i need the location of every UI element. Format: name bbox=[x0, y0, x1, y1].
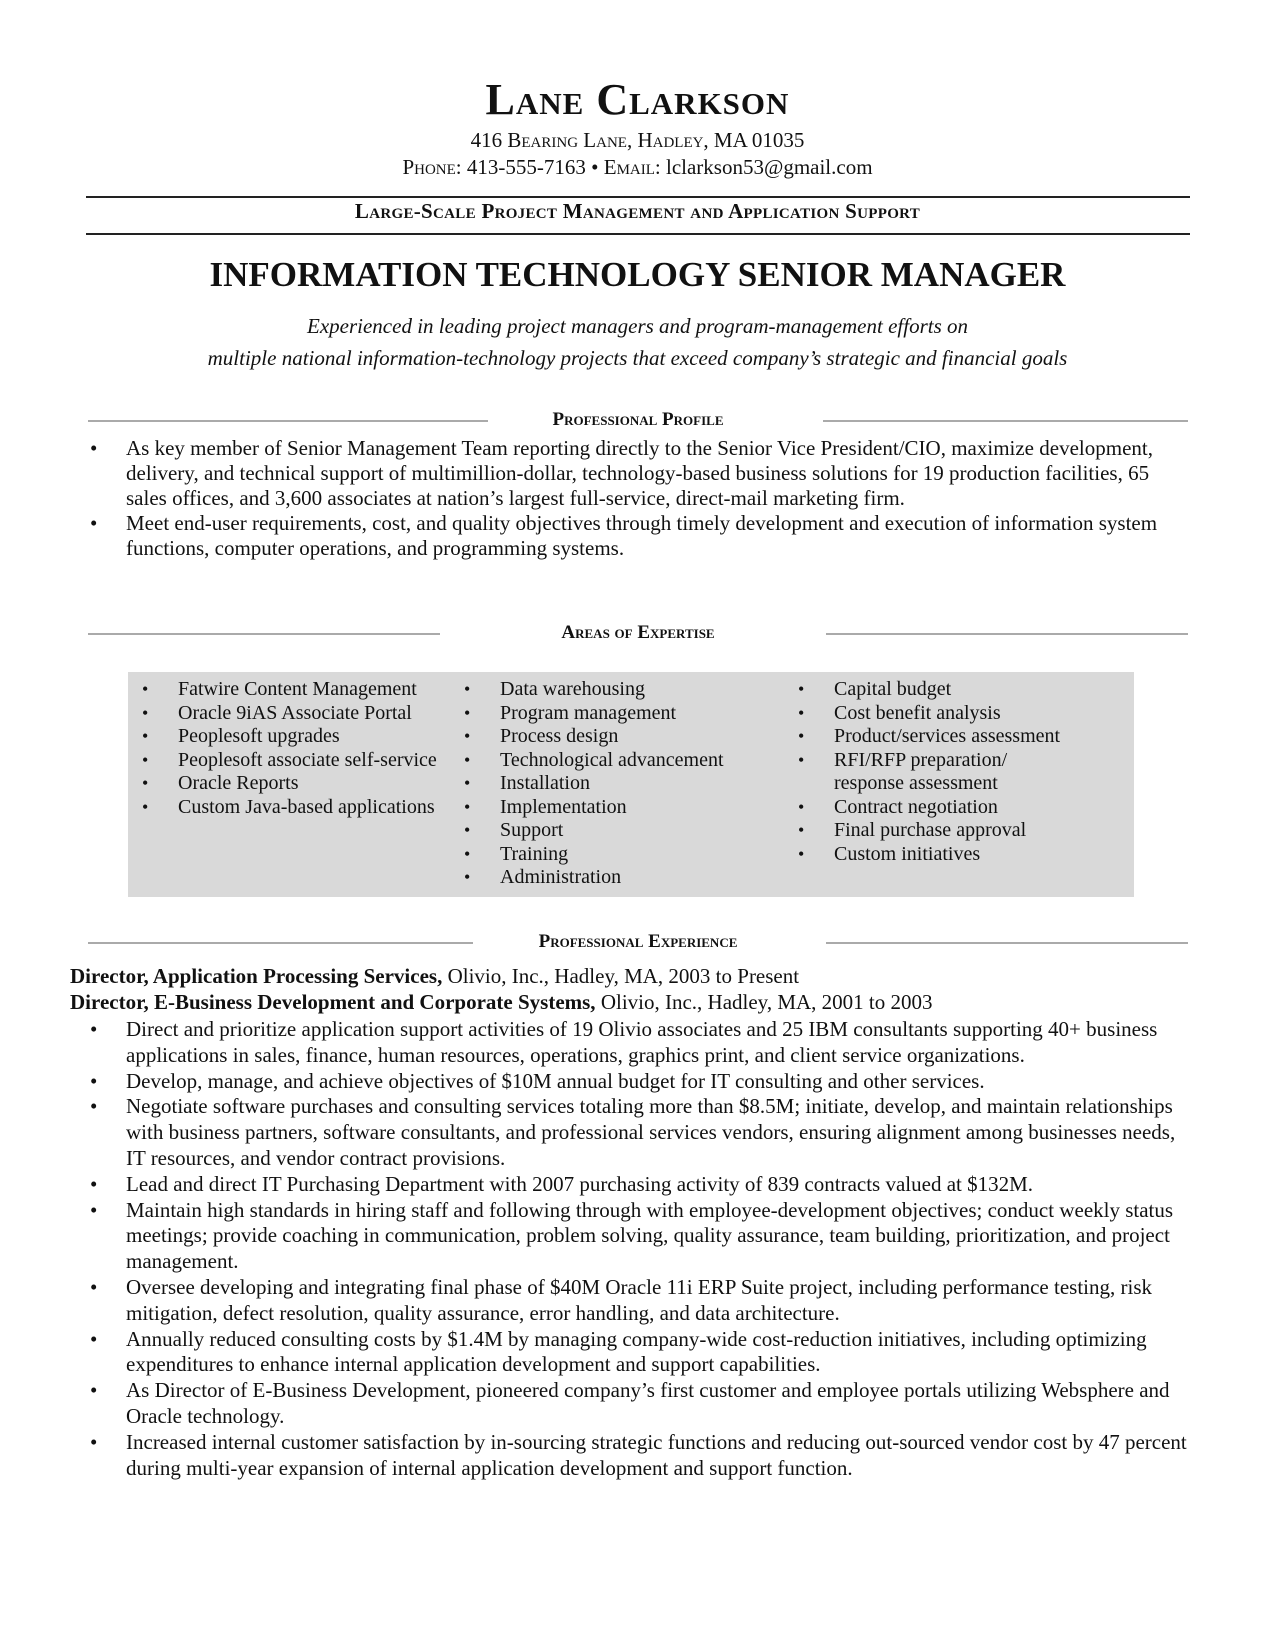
list-item: • Negotiate software purchases and consulting services totaling more than $8.5M; initiate, develop, and maintain relationships with business partners, software consultants, and professional services vendors, ensuring alignment among businesses needs, IT resources, and vendor contract provisions. bbox=[90, 1094, 1176, 1170]
bullet-icon: • bbox=[464, 867, 471, 887]
list-item: • Custom Java-based applications bbox=[142, 795, 435, 818]
bullet-icon: • bbox=[464, 796, 471, 817]
bullet-icon: • bbox=[90, 1068, 98, 1093]
list-item: • Peoplesoft upgrades bbox=[142, 725, 340, 747]
bullet-icon: • bbox=[798, 843, 805, 864]
bullet-icon: • bbox=[464, 726, 471, 746]
list-item: • Increased internal customer satisfaction by in-sourcing strategic functions and reducing out-sourced vendor cost by 47 percent during multi-year expansion of internal application development and support function. bbox=[90, 1429, 1187, 1480]
bullet-icon: • bbox=[90, 436, 98, 460]
bullet-icon: • bbox=[90, 1171, 98, 1196]
job-heading bbox=[70, 990, 933, 1015]
summary-line-1: Experienced in leading project managers and program-management efforts on bbox=[307, 314, 968, 338]
phone-label: Phone: bbox=[402, 155, 462, 179]
summary-line-2: multiple national information-technology projects that exceed company’s strategic and financial goals bbox=[207, 346, 1068, 370]
contact-line bbox=[0, 155, 1275, 180]
list-item: • Product/services assessment bbox=[798, 725, 1061, 747]
bullet-icon: • bbox=[464, 749, 471, 770]
bullet-icon: • bbox=[464, 679, 471, 699]
bullet-icon: • bbox=[798, 796, 805, 817]
bullet-icon: • bbox=[798, 820, 805, 840]
bullet-icon: • bbox=[142, 773, 149, 793]
list-item: • As Director of E-Business Development, pioneered company’s first customer and employee portals utilizing Websphere and Oracle technology. bbox=[90, 1378, 1170, 1428]
bullet-icon: • bbox=[798, 726, 805, 746]
list-item: • Fatwire Content Management bbox=[142, 678, 417, 700]
list-item: • Final purchase approval bbox=[798, 819, 1027, 841]
experience-section-header bbox=[88, 931, 1188, 955]
email-address: lclarkson53@gmail.com bbox=[666, 155, 873, 179]
list-item: • RFI/RFP preparation/ response assessment bbox=[798, 748, 1008, 794]
bullet-icon: • bbox=[142, 749, 149, 770]
job-details: Olivio, Inc., Hadley, MA, 2001 to 2003 bbox=[600, 990, 933, 1014]
expertise-column-2 bbox=[450, 678, 770, 890]
job-heading bbox=[70, 964, 799, 989]
bullet-icon: • bbox=[142, 726, 149, 746]
email-label: Email: bbox=[603, 155, 661, 179]
expertise-column-1 bbox=[128, 678, 438, 819]
bullet-icon: • bbox=[90, 1378, 98, 1403]
bullet-icon: • bbox=[142, 702, 149, 723]
list-item: • Lead and direct IT Purchasing Department with 2007 purchasing activity of 839 contracts valued at $132M. bbox=[90, 1171, 1034, 1196]
list-item: • Meet end-user requirements, cost, and quality objectives through timely development and execution of information system functions, computer operations, and programming systems. bbox=[90, 511, 1158, 560]
list-item: • Capital budget bbox=[798, 678, 952, 700]
list-item: • Administration bbox=[464, 866, 622, 888]
bullet-icon: • bbox=[90, 1429, 98, 1454]
expertise-column-3 bbox=[784, 678, 1124, 866]
contact-separator: • bbox=[591, 155, 599, 179]
bullet-icon: • bbox=[798, 702, 805, 723]
list-item: • Maintain high standards in hiring staff and following through with employee-development objectives; conduct weekly status meetings; provide coaching in communication, problem solving, quality assurance, team building, prioritization, and project management. bbox=[90, 1197, 1174, 1274]
tagline: Large-Scale Project Management and Application Support bbox=[354, 199, 921, 223]
bullet-icon: • bbox=[90, 1197, 98, 1222]
profile-section-header bbox=[88, 409, 1188, 433]
job-title: Director, E-Business Development and Corporate Systems, bbox=[70, 990, 596, 1014]
address: 416 Bearing Lane, Hadley, MA 01035 bbox=[470, 128, 805, 152]
expertise-section-header bbox=[88, 622, 1188, 646]
profile-list bbox=[88, 436, 1183, 561]
list-item: • Annually reduced consulting costs by $1.4M by managing company-wide cost-reduction initiatives, including optimizing expenditures to enhance internal application development and support capabilities. bbox=[90, 1326, 1147, 1377]
job-title: Director, Application Processing Services, bbox=[70, 964, 443, 988]
list-item: • Direct and prioritize application support activities of 19 Olivio associates and 25 IBM consultants supporting 40+ business applications in sales, finance, human resources, operations, graphics print, and client service organizations. bbox=[90, 1017, 1158, 1067]
list-item: • Program management bbox=[464, 701, 677, 724]
list-item: • Oracle 9iAS Associate Portal bbox=[142, 701, 412, 724]
list-item: • Peoplesoft associate self-service bbox=[142, 748, 437, 771]
list-item: • Oracle Reports bbox=[142, 772, 299, 794]
tagline-rule bbox=[86, 233, 1190, 235]
bullet-icon: • bbox=[798, 749, 805, 770]
list-item: • Process design bbox=[464, 725, 619, 747]
bullet-icon: • bbox=[90, 1017, 98, 1041]
bullet-icon: • bbox=[90, 1094, 98, 1119]
bullet-icon: • bbox=[142, 796, 149, 817]
section-title: Professional Profile bbox=[552, 409, 724, 430]
bullet-icon: • bbox=[90, 1326, 98, 1351]
list-item: • Data warehousing bbox=[464, 678, 645, 700]
section-title: Areas of Expertise bbox=[561, 622, 715, 643]
bullet-icon: • bbox=[798, 679, 805, 699]
experience-list bbox=[88, 1017, 1188, 1481]
list-item: • Support bbox=[464, 819, 564, 841]
headline: INFORMATION TECHNOLOGY SENIOR MANAGER bbox=[209, 255, 1066, 294]
list-item: • As key member of Senior Management Team reporting directly to the Senior Vice President/CIO, maximize development, delivery, and technical support of multimillion-dollar, technology-based business solutions for 19 production facilities, 65 sales offices, and 3,600 associates at nation’s largest full-service, direct-mail marketing firm. bbox=[90, 436, 1153, 510]
list-item: • Develop, manage, and achieve objectives of $10M annual budget for IT consulting and other services. bbox=[90, 1068, 985, 1093]
list-item: • Training bbox=[464, 842, 569, 865]
section-title: Professional Experience bbox=[538, 931, 738, 952]
bullet-icon: • bbox=[142, 679, 149, 699]
list-item: • Oversee developing and integrating final phase of $40M Oracle 11i ERP Suite project, including performance testing, risk mitigation, defect resolution, quality assurance, error handling, and data architecture. bbox=[90, 1274, 1152, 1325]
expertise-box bbox=[128, 672, 1134, 897]
bullet-icon: • bbox=[90, 1274, 98, 1299]
list-item: • Technological advancement bbox=[464, 748, 724, 771]
phone-number: 413-555-7163 bbox=[466, 155, 586, 179]
bullet-icon: • bbox=[464, 820, 471, 840]
list-item: • Custom initiatives bbox=[798, 842, 981, 865]
bullet-icon: • bbox=[90, 511, 98, 535]
list-item: • Cost benefit analysis bbox=[798, 701, 1001, 724]
bullet-icon: • bbox=[464, 773, 471, 793]
top-rule bbox=[86, 196, 1190, 198]
bullet-icon: • bbox=[464, 702, 471, 723]
list-item: • Installation bbox=[464, 772, 590, 794]
candidate-name: Lane Clarkson bbox=[485, 75, 790, 124]
list-item: • Contract negotiation bbox=[798, 795, 998, 818]
list-item: • Implementation bbox=[464, 795, 627, 818]
job-details: Olivio, Inc., Hadley, MA, 2003 to Present bbox=[447, 964, 800, 988]
bullet-icon: • bbox=[464, 843, 471, 864]
